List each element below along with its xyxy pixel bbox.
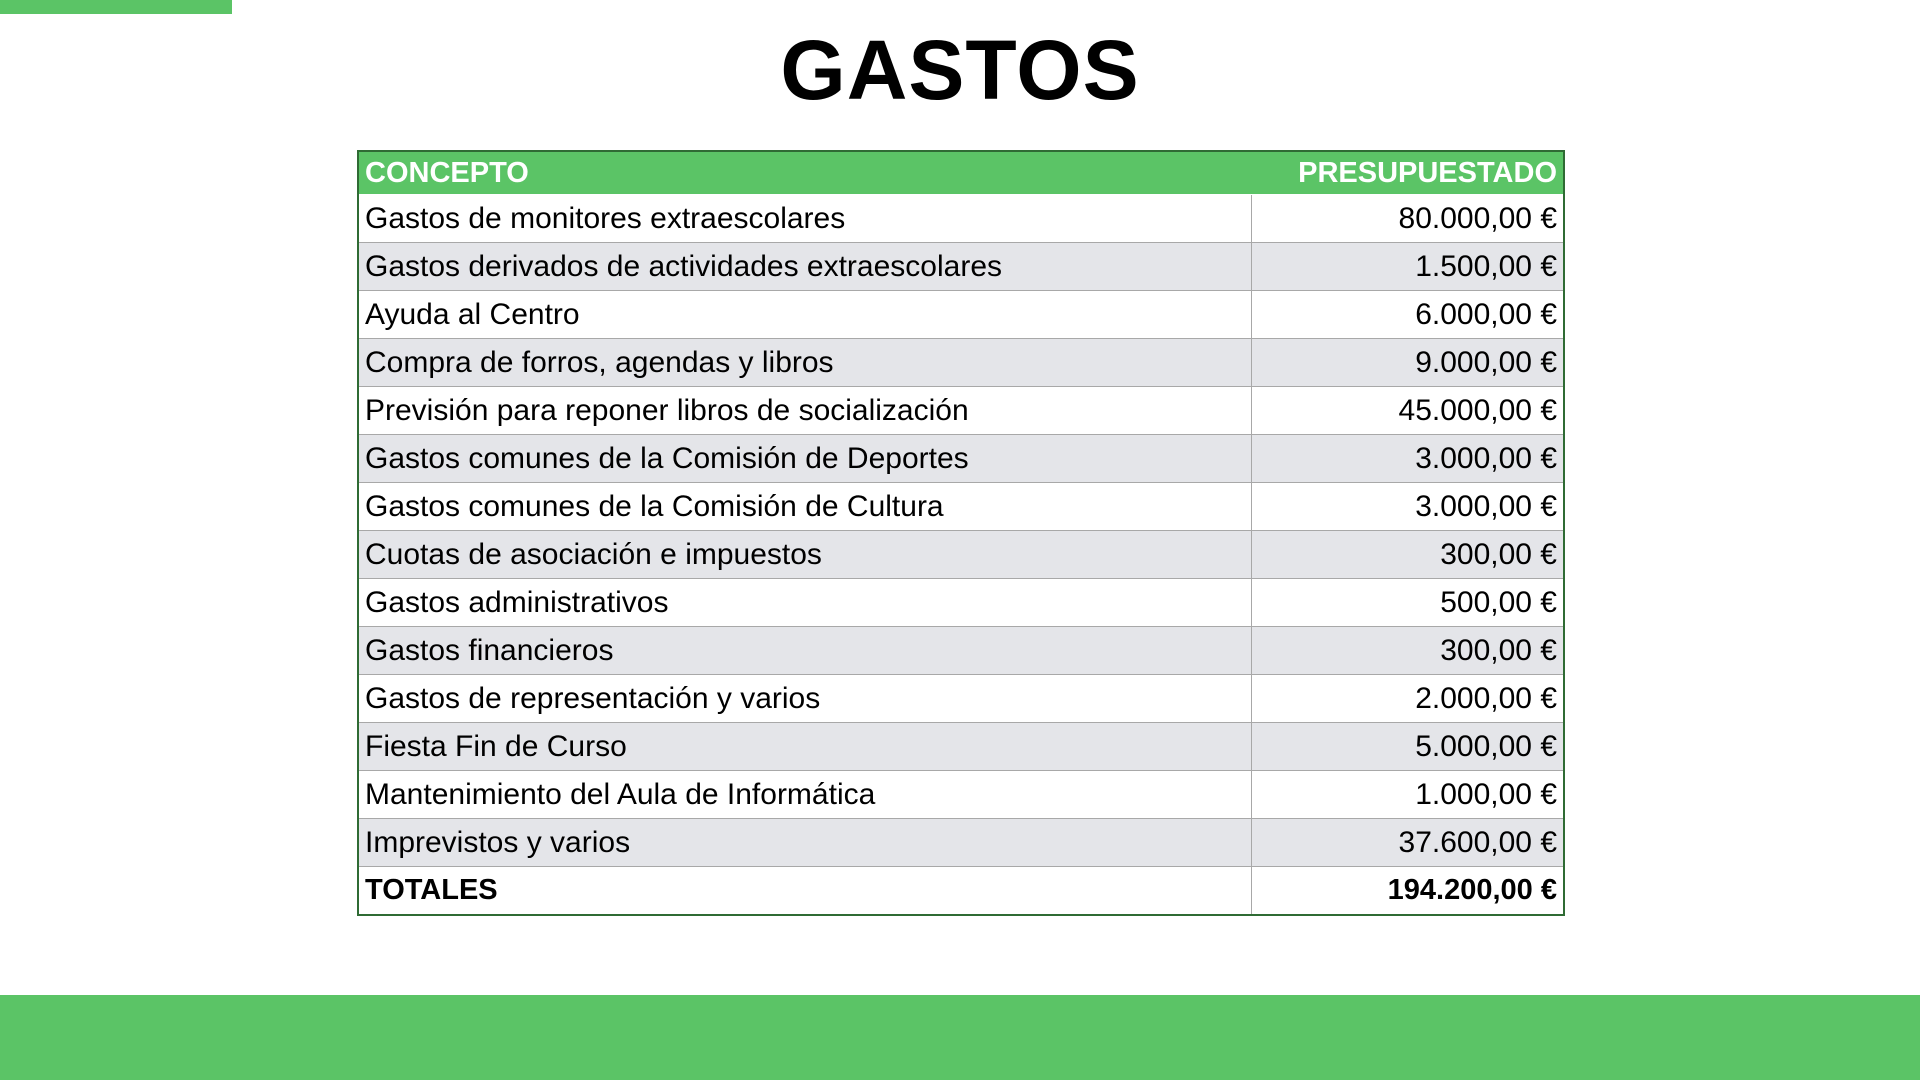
table-row bbox=[358, 483, 1564, 531]
table-row bbox=[358, 723, 1564, 771]
totals-label: TOTALES bbox=[358, 867, 1251, 916]
row-amount: 9.000,00 € bbox=[1251, 339, 1564, 387]
totals-row bbox=[358, 867, 1564, 916]
row-amount: 500,00 € bbox=[1251, 579, 1564, 627]
header-concept: CONCEPTO bbox=[358, 151, 1251, 195]
row-amount: 37.600,00 € bbox=[1251, 819, 1564, 867]
table-row bbox=[358, 195, 1564, 243]
table-row bbox=[358, 579, 1564, 627]
row-concept: Gastos de representación y varios bbox=[358, 675, 1251, 723]
row-amount: 300,00 € bbox=[1251, 627, 1564, 675]
bottom-accent-band bbox=[0, 995, 1920, 1080]
table-row bbox=[358, 387, 1564, 435]
row-concept: Cuotas de asociación e impuestos bbox=[358, 531, 1251, 579]
row-concept: Mantenimiento del Aula de Informática bbox=[358, 771, 1251, 819]
row-concept: Gastos comunes de la Comisión de Cultura bbox=[358, 483, 1251, 531]
header-amount: PRESUPUESTADO bbox=[1251, 151, 1564, 195]
row-concept: Compra de forros, agendas y libros bbox=[358, 339, 1251, 387]
row-amount: 3.000,00 € bbox=[1251, 483, 1564, 531]
table-row bbox=[358, 675, 1564, 723]
expenses-table bbox=[357, 150, 1565, 916]
row-concept: Gastos financieros bbox=[358, 627, 1251, 675]
row-concept: Ayuda al Centro bbox=[358, 291, 1251, 339]
row-amount: 300,00 € bbox=[1251, 531, 1564, 579]
row-amount: 5.000,00 € bbox=[1251, 723, 1564, 771]
row-concept: Gastos administrativos bbox=[358, 579, 1251, 627]
table-row bbox=[358, 291, 1564, 339]
row-amount: 2.000,00 € bbox=[1251, 675, 1564, 723]
table-row bbox=[358, 435, 1564, 483]
top-accent-bar bbox=[0, 0, 232, 14]
row-concept: Gastos comunes de la Comisión de Deportes bbox=[358, 435, 1251, 483]
table-header-row bbox=[358, 151, 1564, 195]
totals-amount: 194.200,00 € bbox=[1251, 867, 1564, 916]
row-amount: 6.000,00 € bbox=[1251, 291, 1564, 339]
row-amount: 1.500,00 € bbox=[1251, 243, 1564, 291]
row-concept: Imprevistos y varios bbox=[358, 819, 1251, 867]
row-concept: Gastos derivados de actividades extraescolares bbox=[358, 243, 1251, 291]
table-row bbox=[358, 531, 1564, 579]
table-row bbox=[358, 243, 1564, 291]
row-concept: Previsión para reponer libros de socialización bbox=[358, 387, 1251, 435]
row-amount: 3.000,00 € bbox=[1251, 435, 1564, 483]
row-concept: Fiesta Fin de Curso bbox=[358, 723, 1251, 771]
row-amount: 45.000,00 € bbox=[1251, 387, 1564, 435]
page-title: GASTOS bbox=[780, 23, 1140, 117]
row-amount: 1.000,00 € bbox=[1251, 771, 1564, 819]
row-amount: 80.000,00 € bbox=[1251, 195, 1564, 243]
table-row bbox=[358, 771, 1564, 819]
table-row bbox=[358, 819, 1564, 867]
table-row bbox=[358, 627, 1564, 675]
table-row bbox=[358, 339, 1564, 387]
row-concept: Gastos de monitores extraescolares bbox=[358, 195, 1251, 243]
